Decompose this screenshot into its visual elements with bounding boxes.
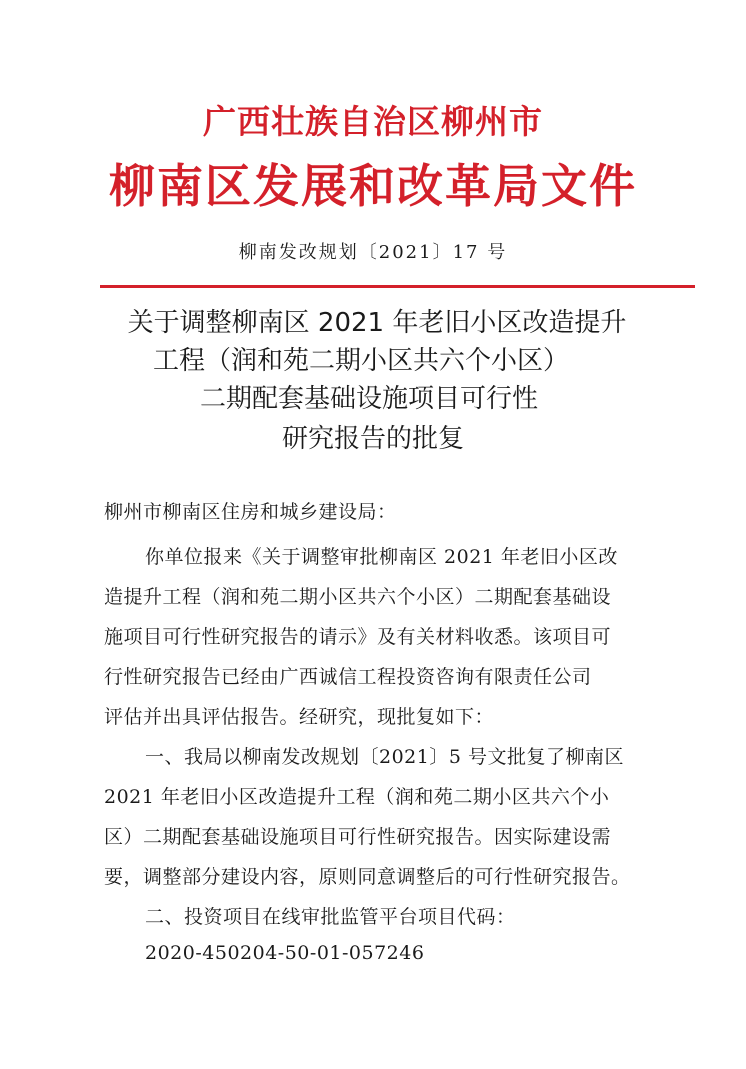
body-line: 二、投资项目在线审批监管平台项目代码： (145, 906, 516, 928)
body-line: 要，调整部分建设内容，原则同意调整后的可行性研究报告。 (104, 866, 631, 888)
title-line-4: 研究报告的批复 (281, 424, 464, 454)
body-line: 你单位报来《关于调整审批柳南区 2021 年老旧小区改 (145, 546, 618, 568)
body-line: 一、我局以柳南发改规划〔2021〕5 号文批复了柳南区 (145, 746, 624, 768)
red-divider (100, 285, 695, 288)
body-line: 评估并出具评估报告。经研究，现批复如下： (104, 706, 495, 728)
document-number: 柳南发改规划〔2021〕17 号 (238, 242, 508, 263)
title-line-1: 关于调整柳南区 2021 年老旧小区改造提升 (127, 308, 627, 338)
issuer-line-2: 柳南区发展和改革局文件 (109, 159, 637, 213)
project-code: 2020-450204-50-01-057246 (145, 942, 425, 964)
title-line-2: 工程（润和苑二期小区共六个小区） (152, 346, 569, 376)
title-line-3: 二期配套基础设施项目可行性 (199, 384, 538, 414)
body-line: 造提升工程（润和苑二期小区共六个小区）二期配套基础设 (104, 586, 612, 608)
body-line: 行性研究报告已经由广西诚信工程投资咨询有限责任公司 (104, 666, 592, 688)
body-line: 施项目可行性研究报告的请示》及有关材料收悉。该项目可 (104, 626, 612, 648)
body-line: 区）二期配套基础设施项目可行性研究报告。因实际建设需 (104, 826, 612, 848)
issuer-line-1: 广西壮族自治区柳州市 (203, 102, 543, 141)
addressee: 柳州市柳南区住房和城乡建设局： (104, 501, 397, 523)
body-line: 2021 年老旧小区改造提升工程（润和苑二期小区共六个小 (104, 786, 610, 808)
